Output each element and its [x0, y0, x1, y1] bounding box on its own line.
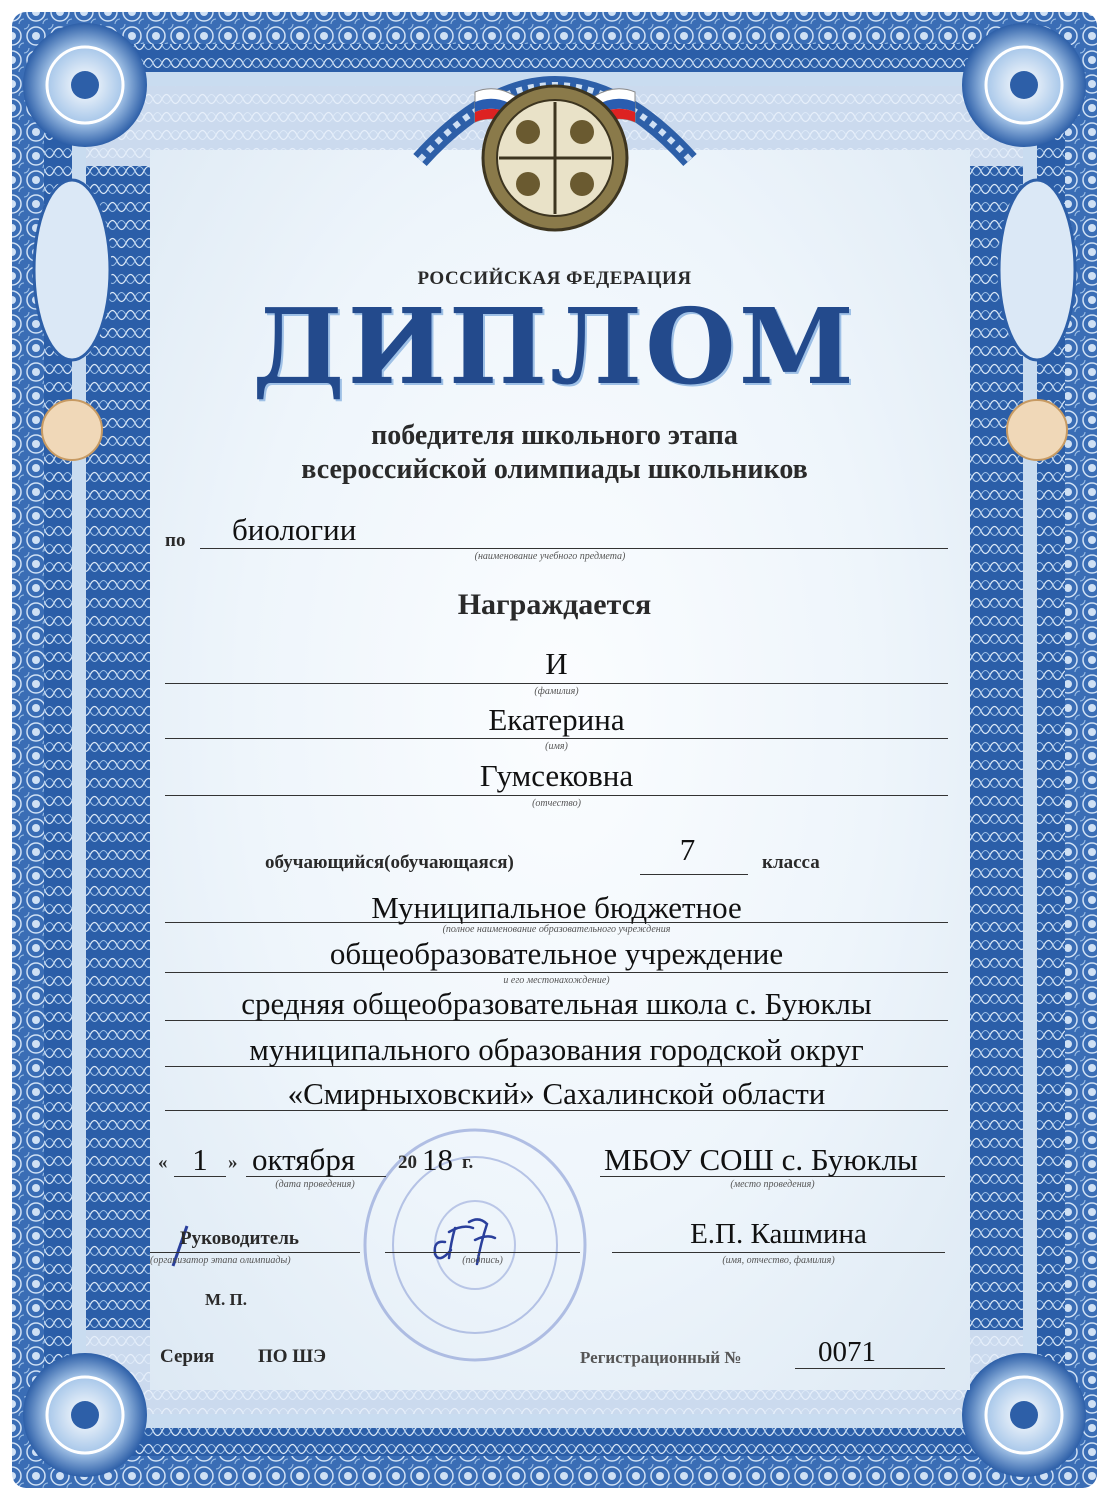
registration-number: 0071 — [818, 1336, 876, 1368]
signature-line — [385, 1252, 580, 1253]
diploma-title: ДИПЛОМ — [252, 285, 857, 408]
school-line-4: муниципального образования городской округ — [249, 1032, 864, 1067]
date-close-quote: » — [228, 1152, 238, 1173]
series-label: Серия — [160, 1346, 215, 1367]
signatory-role-line — [150, 1252, 360, 1253]
name-value: Екатерина — [488, 702, 625, 737]
date-year-prefix: 20 — [398, 1152, 417, 1173]
patronymic-value: Гумсековна — [479, 758, 634, 793]
school-line-2-rule — [165, 972, 948, 973]
name-line — [165, 738, 948, 739]
subject-value: биологии — [232, 512, 357, 547]
signatory-name-line — [612, 1252, 945, 1253]
date-open-quote: « — [158, 1152, 168, 1173]
signatory-role-caption: (организатор этапа олимпиады) — [150, 1255, 291, 1266]
date-day: 1 — [192, 1142, 208, 1177]
patronymic-caption: (отчество) — [532, 798, 581, 809]
grade-value: 7 — [679, 832, 696, 867]
surname-value: И — [545, 646, 568, 681]
olympiad-emblem — [400, 40, 710, 240]
signatory-role: Руководитель — [180, 1228, 299, 1249]
school-line-5: «Смирныховский» Сахалинской области — [287, 1076, 826, 1111]
school-caption-2: и его местонахождение) — [503, 975, 610, 986]
grade-label-before: обучающийся(обучающаяся) — [265, 852, 514, 873]
venue-value: МБОУ СОШ с. Буюклы — [604, 1142, 918, 1177]
signature-caption: (подпись) — [462, 1255, 503, 1266]
registration-label: Регистрационный № — [580, 1348, 742, 1367]
date-year-unit: г. — [462, 1152, 474, 1173]
signatory-name: Е.П. Кашмина — [690, 1218, 867, 1250]
name-caption: (имя) — [545, 741, 568, 752]
subject-line — [200, 548, 948, 549]
subtitle-line-1: победителя школьного этапа — [371, 420, 738, 451]
school-line-2: общеобразовательное учреждение — [329, 936, 784, 971]
date-year-suffix: 18 — [422, 1142, 453, 1177]
signatory-name-caption: (имя, отчество, фамилия) — [722, 1255, 835, 1266]
date-caption: (дата проведения) — [275, 1179, 355, 1190]
subject-caption: (наименование учебного предмета) — [474, 551, 626, 562]
date-month: октября — [252, 1142, 356, 1177]
subject-prefix: по — [165, 530, 186, 551]
surname-line — [165, 683, 948, 684]
stamp-place-label: М. П. — [205, 1290, 248, 1309]
venue-caption: (место проведения) — [730, 1179, 815, 1190]
country-heading: РОССИЙСКАЯ ФЕДЕРАЦИЯ — [417, 268, 692, 289]
patronymic-line — [165, 795, 948, 796]
school-line-3: средняя общеобразовательная школа с. Буюклы — [241, 986, 872, 1021]
school-caption-1: (полное наименование образовательного учреждения — [442, 924, 671, 935]
subtitle-line-2: всероссийской олимпиады школьников — [301, 454, 808, 485]
grade-label-after: класса — [762, 852, 820, 873]
surname-caption: (фамилия) — [534, 686, 579, 697]
school-line-1: Муниципальное бюджетное — [371, 890, 742, 925]
awarded-label: Награждается — [457, 588, 652, 621]
series-value: ПО ШЭ — [258, 1346, 327, 1367]
grade-line — [640, 874, 748, 875]
